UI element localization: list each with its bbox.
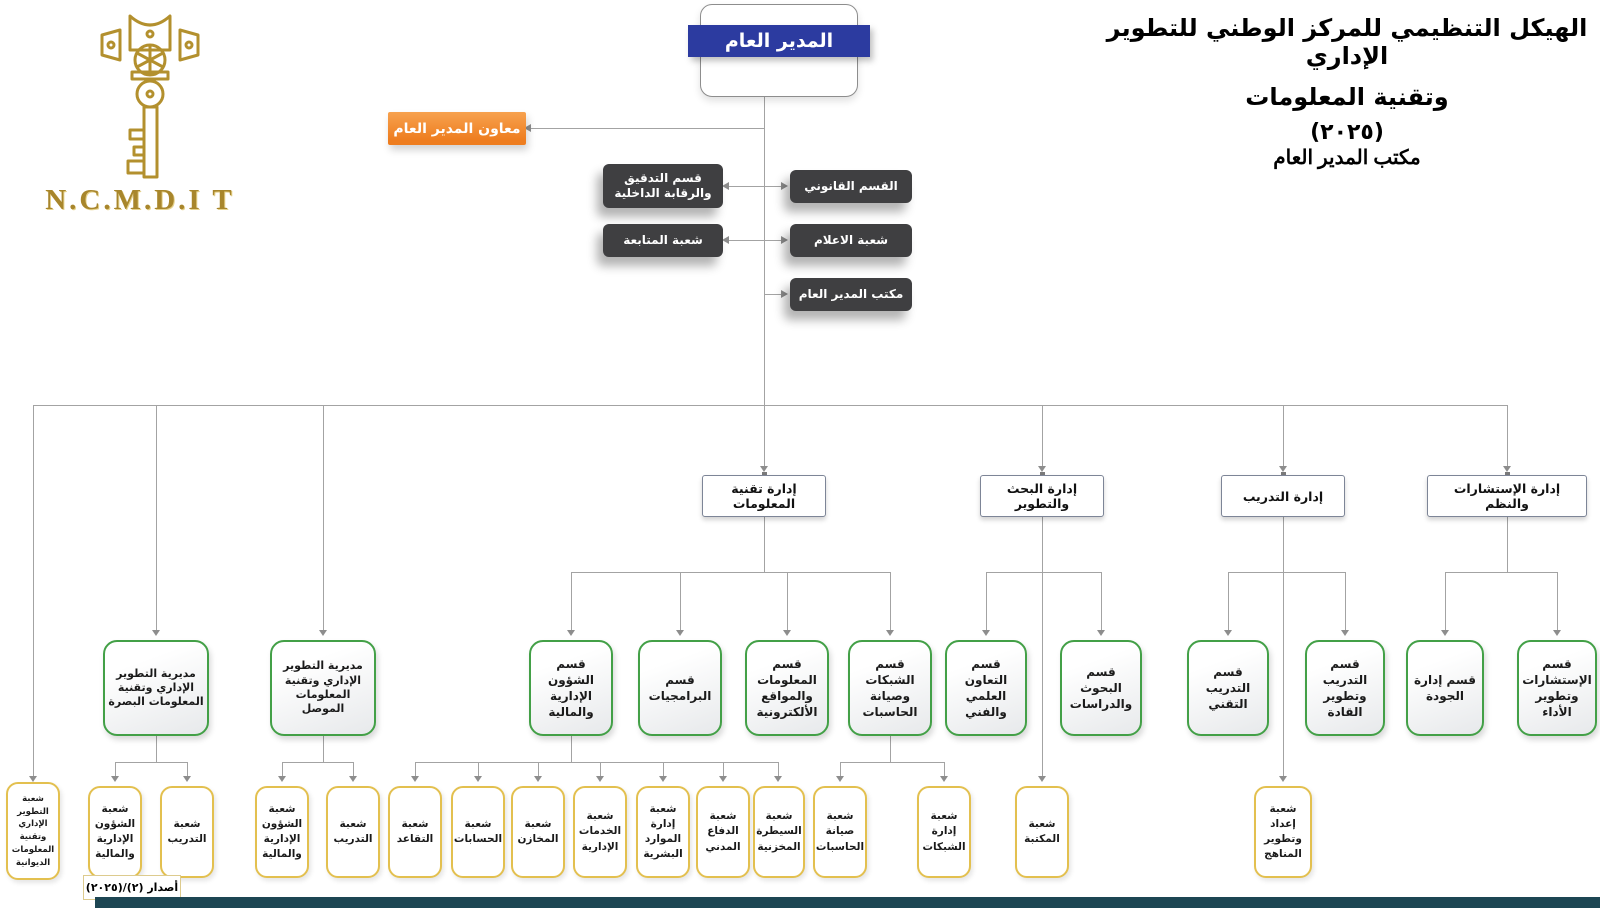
directorate-mosul-box: مديرية التطوير الإداري وتقنية المعلومات الموصل [270, 640, 376, 736]
footer-bar [95, 897, 1600, 908]
connector [1042, 572, 1043, 777]
connector [353, 762, 354, 777]
connector [530, 128, 764, 129]
connector [156, 405, 157, 631]
section-scientific-cooperation-box: قسم التعاون العلمي والفني [945, 640, 1027, 736]
connector [1345, 572, 1346, 632]
division-training-basra-box: شعبة التدريب [160, 786, 214, 878]
division-civil-defense-box: شعبة الدفاع المدني [696, 786, 750, 878]
section-consulting-performance-box: قسم الإستشارات وتطوير الأداء [1517, 640, 1597, 736]
issue-label: أصدار (٢)/(٢٠٢٥) [83, 875, 181, 900]
connector [1283, 517, 1284, 572]
section-information-websites-box: قسم المعلومات والمواقع الألكترونية [745, 640, 829, 736]
connector [282, 762, 353, 763]
arrowhead [1224, 630, 1232, 636]
followup-division-box: شعبة المتابعة [603, 224, 723, 257]
connector [600, 762, 601, 777]
arrowhead [783, 630, 791, 636]
dept-it-box: إدارة تقنية المعلومات [702, 475, 826, 517]
connector [986, 572, 987, 632]
connector [156, 736, 157, 762]
connector [282, 762, 283, 777]
connector [115, 762, 116, 777]
connector [729, 186, 782, 187]
connector [764, 294, 782, 295]
key-logo-icon [88, 8, 212, 184]
arrowhead [278, 776, 286, 782]
section-networks-maintenance-box: قسم الشبكات وصيانة الحاسبات [848, 640, 932, 736]
arrowhead [1279, 776, 1287, 782]
division-network-management-box: شعبة إدارة الشبكات [917, 786, 971, 878]
division-curriculum-box: شعبة إعداد وتطوير المناهج [1254, 786, 1312, 878]
arrowhead [886, 630, 894, 636]
arrowhead [982, 630, 990, 636]
connector [571, 572, 572, 632]
arrowhead [534, 776, 542, 782]
audit-internal-control-box: قسم التدقيق والرقابة الداخلية [603, 164, 723, 208]
connector [680, 572, 681, 632]
connector [1228, 572, 1229, 632]
division-admin-financial-mosul-box: شعبة الشؤون الإدارية والمالية [255, 786, 309, 878]
arrowhead [183, 776, 191, 782]
arrowhead [659, 776, 667, 782]
connector [538, 762, 539, 777]
dept-training-box: إدارة التدريب [1221, 475, 1345, 517]
connector [115, 762, 187, 763]
deputy-gm-box: معاون المدير العام [388, 112, 526, 145]
connector [323, 405, 324, 631]
section-quality-management-box: قسم إدارة الجودة [1406, 640, 1484, 736]
division-accounts-box: شعبة الحسابات [451, 786, 505, 878]
division-library-box: شعبة المكتبة [1015, 786, 1069, 878]
arrowhead [781, 290, 788, 298]
division-computer-maintenance-box: شعبة صيانة الحاسبات [813, 786, 867, 878]
section-software-box: قسم البرامجيات [638, 640, 722, 736]
arrowhead [836, 776, 844, 782]
arrowhead [781, 236, 788, 244]
division-retirement-box: شعبة التقاعد [388, 786, 442, 878]
arrowhead [411, 776, 419, 782]
arrowhead [596, 776, 604, 782]
division-warehouses-box: شعبة المخازن [511, 786, 565, 878]
connector [1283, 405, 1284, 469]
arrowhead [1553, 630, 1561, 636]
media-division-box: شعبة الاعلام [790, 224, 912, 257]
connector [571, 736, 572, 762]
connector [33, 405, 34, 777]
connector [787, 572, 788, 632]
connector-spine [33, 405, 1507, 406]
dept-consulting-systems-box: إدارة الإستشارات والنظم [1427, 475, 1587, 517]
connector [187, 762, 188, 777]
title-line-2: وتقنية المعلومات [1245, 83, 1449, 111]
connector [478, 762, 479, 777]
connector [1042, 405, 1043, 469]
connector [1557, 572, 1558, 632]
division-admin-services-box: شعبة الخدمات الإدارية [573, 786, 627, 878]
connector [1042, 517, 1043, 572]
gm-office-box: مكتب المدير العام [790, 278, 912, 311]
connector [764, 97, 765, 405]
connector [944, 762, 945, 777]
chart-title-block [1098, 14, 1596, 170]
arrowhead [567, 630, 575, 636]
division-hr-box: شعبة إدارة الموارد البشرية [636, 786, 690, 878]
arrowhead [1341, 630, 1349, 636]
arrowhead [722, 236, 729, 244]
connector [1101, 572, 1102, 632]
connector [1445, 572, 1557, 573]
connector [415, 762, 416, 777]
connector [663, 762, 664, 777]
arrowhead [774, 776, 782, 782]
arrowhead [940, 776, 948, 782]
division-training-mosul-box: شعبة التدريب [326, 786, 380, 878]
connector [1283, 572, 1284, 777]
connector [1507, 517, 1508, 572]
connector [840, 762, 841, 777]
arrowhead [781, 182, 788, 190]
connector [723, 762, 724, 777]
connector [890, 736, 891, 762]
title-line-3: (٢٠٢٥) [1310, 120, 1384, 145]
arrowhead [111, 776, 119, 782]
arrowhead [1097, 630, 1105, 636]
title-line-4: مكتب المدير العام [1273, 147, 1421, 169]
legal-section-box: القسم القانوني [790, 170, 912, 203]
section-technical-training-box: قسم التدريب التقني [1187, 640, 1269, 736]
arrowhead [676, 630, 684, 636]
connector [1228, 572, 1345, 573]
connector [1507, 405, 1508, 469]
section-leaders-training-box: قسم التدريب وتطوير القادة [1305, 640, 1385, 736]
arrowhead [319, 630, 327, 636]
dept-rnd-box: إدارة البحث والتطوير [980, 475, 1104, 517]
general-manager-banner: المدير العام [688, 25, 870, 57]
division-admin-financial-basra-box: شعبة الشؤون الإدارية والمالية [88, 786, 142, 878]
title-line-1: الهيكل التنظيمي للمركز الوطني للتطوير الإداري [1106, 14, 1588, 70]
logo-text: N.C.M.D.I T [45, 184, 235, 216]
connector [890, 572, 891, 632]
arrowhead [152, 630, 160, 636]
arrowhead [719, 776, 727, 782]
connector [986, 572, 1101, 573]
section-admin-financial-box: قسم الشؤون الإدارية والمالية [529, 640, 613, 736]
arrowhead [1441, 630, 1449, 636]
arrowhead [474, 776, 482, 782]
connector [323, 736, 324, 762]
connector [764, 405, 765, 469]
arrowhead [1038, 776, 1046, 782]
connector [764, 517, 765, 572]
arrowhead [349, 776, 357, 782]
section-research-studies-box: قسم البحوث والدراسات [1060, 640, 1142, 736]
division-inventory-control-box: شعبة السيطرة المخزنية [753, 786, 805, 878]
connector [729, 240, 782, 241]
connector [778, 762, 779, 777]
connector [840, 762, 944, 763]
arrowhead [722, 182, 729, 190]
division-diwaniyah-box: شعبة التطوير الإداري وتقنية المعلومات الديوانية [6, 782, 60, 880]
directorate-basra-box: مديرية التطوير الإداري وتقنية المعلومات البصرة [103, 640, 209, 736]
connector [571, 572, 890, 573]
connector [1445, 572, 1446, 632]
